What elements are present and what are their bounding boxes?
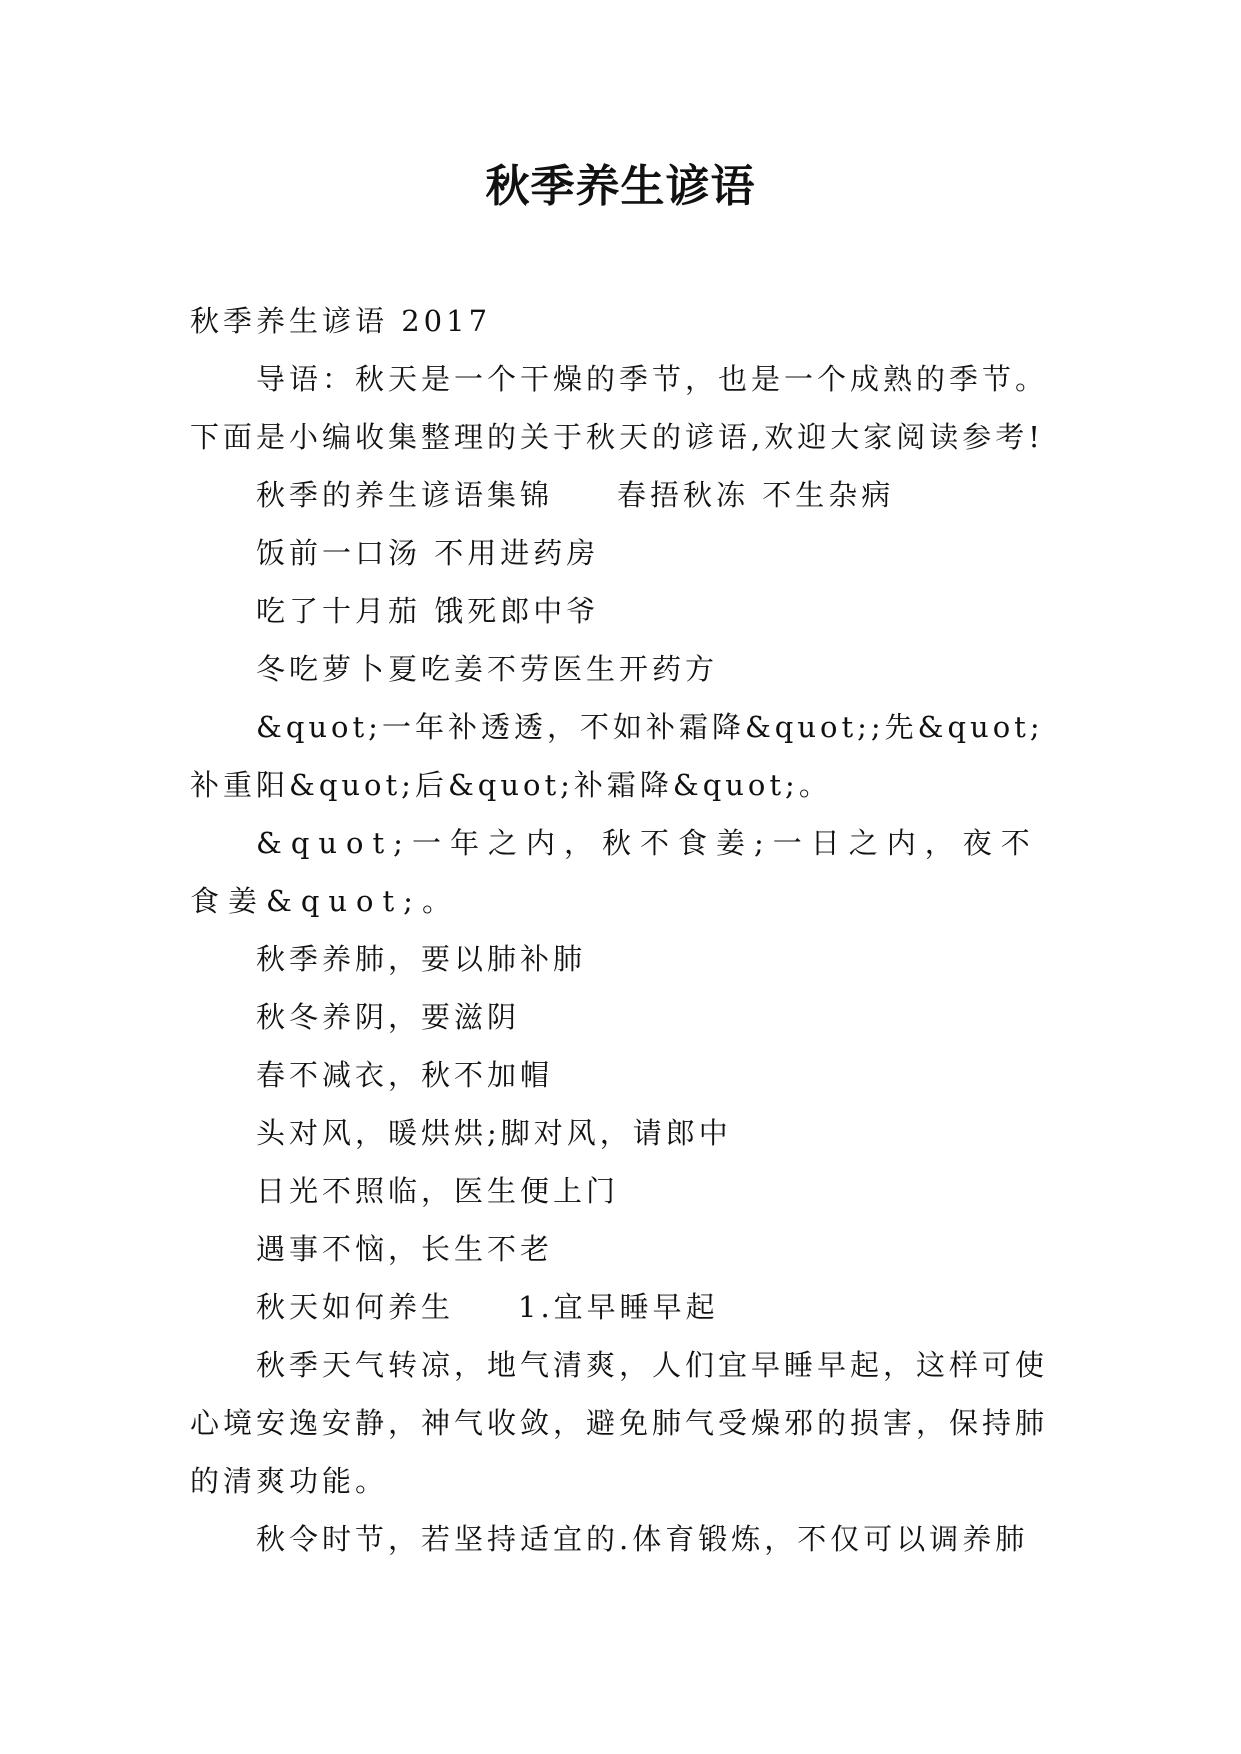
paragraph-body: 秋季天气转凉，地气清爽，人们宜早睡早起，这样可使心境安逸安静，神气收敛，避免肺气受燥邪的损害，保持肺的清爽功能。 [190, 1348, 1049, 1498]
collection-first-proverb: 春捂秋冻 不生杂病 [617, 478, 895, 512]
paragraph-intro: 导语：秋天是一个干燥的季节，也是一个成熟的季节。下面是小编收集整理的关于秋天的谚语,欢迎大家阅读参考! [190, 362, 1049, 454]
document-title: 秋季养生谚语 [485, 161, 756, 212]
proverb-line: 遇事不恼，长生不老 [256, 1232, 554, 1266]
document-body [190, 292, 1050, 1568]
proverb-line: 秋季养肺，要以肺补肺 [256, 942, 587, 976]
health-heading-label: 秋天如何养生 [256, 1290, 455, 1324]
proverb-line: 秋冬养阴，要滋阴 [256, 1000, 521, 1034]
proverb-line: 饭前一口汤 不用进药房 [256, 536, 600, 570]
paragraph-subtitle: 秋季养生谚语 2017 [190, 304, 492, 338]
proverb-line: 春不减衣，秋不加帽 [256, 1058, 554, 1092]
proverb-line: 头对风，暖烘烘;脚对风，请郎中 [256, 1116, 732, 1150]
proverb-line: &quot;一年之内，秋不食姜;一日之内，夜不食姜&quot;。 [190, 826, 1039, 918]
collection-heading-label: 秋季的养生谚语集锦 [256, 478, 554, 512]
paragraph-body: 秋令时节，若坚持适宜的.体育锻炼，不仅可以调养肺 [256, 1522, 1029, 1556]
proverb-line: 日光不照临，医生便上门 [256, 1174, 620, 1208]
paragraph-health-heading [190, 1278, 1050, 1336]
proverb-line: &quot;一年补透透，不如补霜降&quot;;先&quot;补重阳&quot;后&quot;补霜降&quot;。 [190, 710, 1044, 802]
paragraph-collection-heading [190, 466, 1050, 524]
health-subheading: 1.宜早睡早起 [518, 1290, 719, 1324]
proverb-line: 吃了十月茄 饿死郎中爷 [256, 594, 600, 628]
proverb-line: 冬吃萝卜夏吃姜不劳医生开药方 [256, 652, 719, 686]
